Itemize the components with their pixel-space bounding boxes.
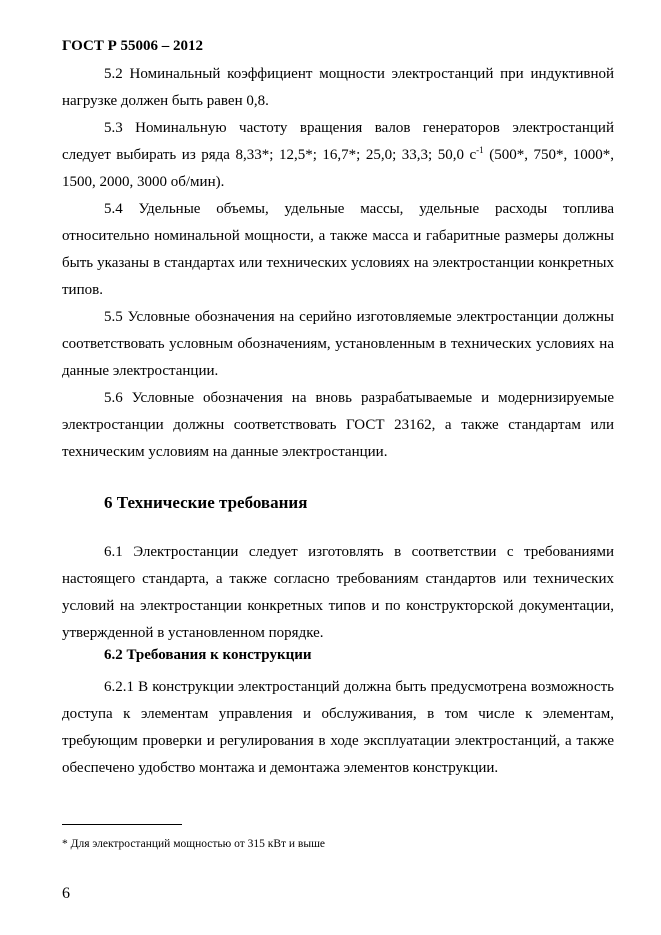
- paragraph-5-3-main: 5.3 Номинальную частоту вращения валов генераторов электростанций следует выбирать из ряда 8,33*; 12,5*; 16,7*; 25,0; 33,3; 50,0 с: [62, 120, 614, 163]
- paragraph-5-3-superscript: -1: [476, 145, 484, 155]
- paragraph-5-5: 5.5 Условные обозначения на серийно изготовляемые электростанции должны соответствовать условным обозначениям, установленным в технических условиях на данные электростанции.: [62, 309, 614, 379]
- section-6-2-heading: 6.2 Требования к конструкции: [104, 647, 312, 663]
- paragraph-6-2-1: 6.2.1 В конструкции электростанций должна быть предусмотрена возможность доступа к элементам управления и обслуживания, в том числе к элементам, требующим проверки и регулирования в ходе эксплуатации электростанций, а также обеспечено удобство монтажа и демонтажа элементов конструкции.: [62, 679, 614, 776]
- paragraph-5-6: 5.6 Условные обозначения на вновь разрабатываемые и модернизируемые электростанции должны соответствовать ГОСТ 23162, а также стандартам или техническим условиям на данные электростанции.: [62, 390, 614, 460]
- paragraph-5-3-tail: (500*, 750*, 1000*, 1500, 2000, 3000 об/мин).: [62, 147, 615, 190]
- footnote: * Для электростанций мощностью от 315 кВт и выше: [62, 838, 326, 850]
- paragraph-5-4: 5.4 Удельные объемы, удельные массы, удельные расходы топлива относительно номинальной мощности, а также масса и габаритные размеры должны быть указаны в стандартах или технических условиях на электростанции конкретных типов.: [62, 201, 614, 298]
- document-header: ГОСТ Р 55006 – 2012: [62, 38, 204, 54]
- paragraph-5-3: [62, 115, 614, 196]
- page-number: 6: [62, 885, 70, 902]
- paragraph-5-2: 5.2 Номинальный коэффициент мощности электростанций при индуктивной нагрузке должен быть равен 0,8.: [62, 66, 614, 109]
- section-6-heading: 6 Технические требования: [104, 493, 308, 512]
- paragraph-6-1: 6.1 Электростанции следует изготовлять в соответствии с требованиями настоящего стандарта, а также согласно требованиям стандартов или технических условий на электростанции конкретных типов и по конструкторской документации, утвержденной в установленном порядке.: [62, 544, 614, 641]
- footnote-divider: [62, 824, 182, 825]
